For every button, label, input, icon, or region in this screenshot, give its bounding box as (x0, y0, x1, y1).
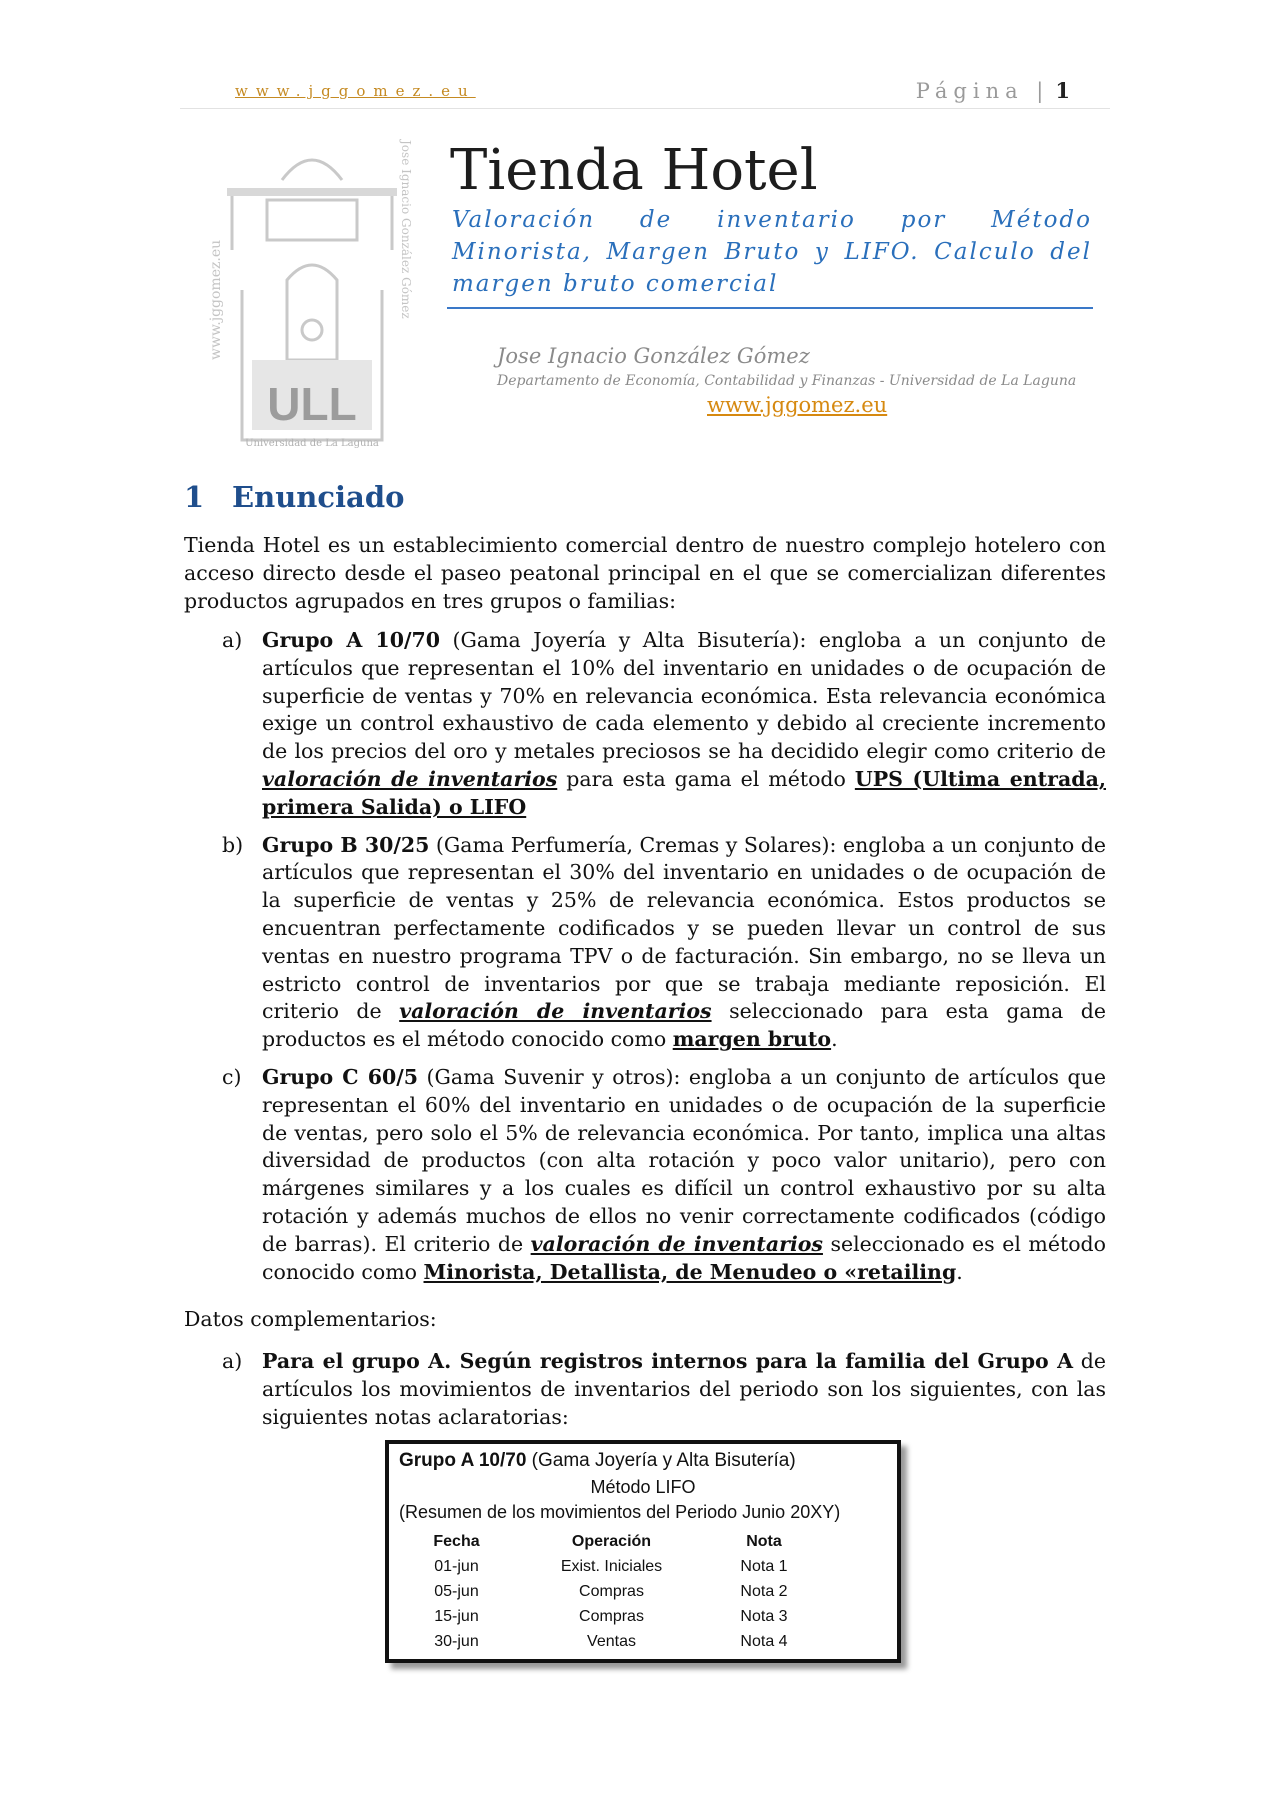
group-title: Grupo C 60/5 (262, 1064, 418, 1089)
group-text: para esta gama el método (557, 766, 855, 791)
list-marker: a) (222, 1349, 243, 1373)
method-name: Minorista, Detallista, de Menudeo o «retailing (423, 1259, 957, 1284)
figure-title-rest: (Gama Joyería y Alta Bisutería) (526, 1450, 796, 1471)
table-cell: Exist. Iniciales (560, 1557, 663, 1575)
intro-paragraph: Tienda Hotel es un establecimiento comercial dentro de nuestro complejo hotelero con acceso directo desde el paseo peatonal principal en el que se comercializan diferentes productos agrupados en tres grupos o familias: (184, 533, 1106, 613)
section-number: 1 (184, 480, 205, 514)
list-item (184, 1348, 1106, 1431)
table-cell: Nota 1 (740, 1557, 788, 1575)
section-title: Enunciado (232, 480, 405, 514)
method-name: margen bruto (672, 1027, 832, 1052)
table-row (389, 1629, 829, 1654)
group-text: seleccionado es el método conocido como (262, 1231, 1106, 1284)
group-title: Grupo A 10/70 (262, 628, 440, 652)
table-cell: Ventas (587, 1632, 636, 1650)
title-divider (447, 307, 1093, 309)
group-text: (Gama Suvenir y otros): engloba a un conjunto de artículos que representan el 60% del inventario en unidades o de ocupación de la superficie de ventas, pero solo el 5% de relevancia económica. Por tanto, implica una altas diversidad de productos (con alta rotación y poco valor unitario), pero con márgenes similares y a los cuales es difícil un control exhaustivo por su alta rotación y además muchos de ellos no venir correctamente codificados (código de barras). El criterio de (262, 1064, 1106, 1256)
table-cell: 15-jun (434, 1607, 479, 1625)
complementary-bold: Para el grupo A. Según registros internos para la familia del Grupo A (262, 1349, 1073, 1373)
table-cell: Compras (579, 1582, 644, 1600)
table-cell: 30-jun (434, 1632, 479, 1650)
table-cell: Nota 3 (740, 1607, 788, 1625)
list-marker: b) (222, 832, 244, 857)
document-subtitle: Valoración de inventario por Método Minorista, Margen Bruto y LIFO. Calculo del margen bruto comercial (452, 207, 1092, 297)
group-text: (Gama Joyería y Alta Bisutería): engloba a un conjunto de artículos que representan el 10% del inventario en unidades o de ocupación de superficie de ventas y 70% en relevancia económica. Esta relevancia económica exige un control exhaustivo de cada elemento y debido al creciente incremento de los precios del oro y metales preciosos se ha decidido elegir como criterio de (262, 628, 1106, 764)
movements-figure (385, 1440, 901, 1663)
table-header-row (389, 1529, 829, 1554)
author-name: Jose Ignacio González Gómez (497, 344, 810, 368)
author-department: Departamento de Economía, Contabilidad y Finanzas - Universidad de La Laguna (497, 373, 1077, 389)
complementary-label: Datos complementarios: (184, 1307, 437, 1331)
group-text: seleccionado para esta gama de productos es el método conocido como (262, 999, 1106, 1052)
page-header (180, 78, 1110, 109)
table-row (389, 1604, 829, 1629)
column-header: Fecha (433, 1532, 480, 1550)
complementary-list (184, 1348, 1106, 1441)
page-label: Página | (915, 79, 1050, 103)
logo-bottom-text: Universidad de La Laguna (245, 438, 379, 449)
table-cell: Nota 2 (740, 1582, 788, 1600)
table-cell: 01-jun (434, 1557, 479, 1575)
figure-summary: (Resumen de los movimientos del Periodo Junio 20XY) (399, 1502, 841, 1522)
table-row (389, 1554, 829, 1579)
figure-title-bold: Grupo A 10/70 (399, 1450, 527, 1471)
list-marker: c) (222, 1064, 242, 1089)
page-number: 1 (1055, 78, 1070, 103)
emphasis-link: valoración de inventarios (530, 1231, 823, 1256)
method-name: UPS (Ultima entrada, primera Salida) o LIFO (262, 766, 1106, 819)
logo-text: ULL (267, 378, 357, 430)
table-row (389, 1579, 829, 1604)
group-title: Grupo B 30/25 (262, 832, 430, 857)
figure-method: Método LIFO (590, 1477, 696, 1497)
list-item (184, 832, 1106, 1054)
section-heading (184, 480, 404, 514)
group-text-end: . (831, 1027, 838, 1052)
complementary-text: de artículos los movimientos de inventarios del periodo son los siguientes, con las siguientes notas aclaratorias: (262, 1349, 1106, 1429)
list-item (184, 1064, 1106, 1286)
column-header: Nota (746, 1532, 782, 1550)
author-web-link[interactable]: www.jggomez.eu (707, 393, 888, 417)
group-text-end: . (956, 1259, 963, 1284)
header-site-link[interactable]: www.jggomez.eu (235, 82, 476, 100)
column-header: Operación (571, 1532, 652, 1550)
document-title: Tienda Hotel (450, 138, 818, 203)
group-text: (Gama Perfumería, Cremas y Solares): engloba a un conjunto de artículos que representan el 30% del inventario en unidades o de ocupación de la superficie de ventas y 25% de relevancia económica. Estos productos se encuentran perfectamente codificados y se pueden llevar un control de sus ventas en nuestro programa TPV o de facturación. Sin embargo, no se lleva un estricto control de inventarios por que se trabaja mediante reposición. El criterio de (262, 832, 1106, 1024)
page-indicator (916, 78, 1070, 103)
movements-table (389, 1529, 829, 1654)
list-marker: a) (222, 628, 243, 652)
logo-side-right-text: Jose Ignacio González Gómez (399, 140, 413, 319)
logo-side-left-text: www.jggomez.eu (208, 239, 224, 360)
table-cell: Nota 4 (740, 1632, 788, 1650)
university-logo (208, 130, 413, 450)
groups-list (184, 627, 1106, 1296)
list-item (184, 627, 1106, 822)
table-cell: Compras (579, 1607, 644, 1625)
figure-title (399, 1450, 796, 1472)
table-cell: 05-jun (434, 1582, 479, 1600)
emphasis-link: valoración de inventarios (399, 999, 712, 1024)
emphasis-link: valoración de inventarios (262, 766, 558, 791)
